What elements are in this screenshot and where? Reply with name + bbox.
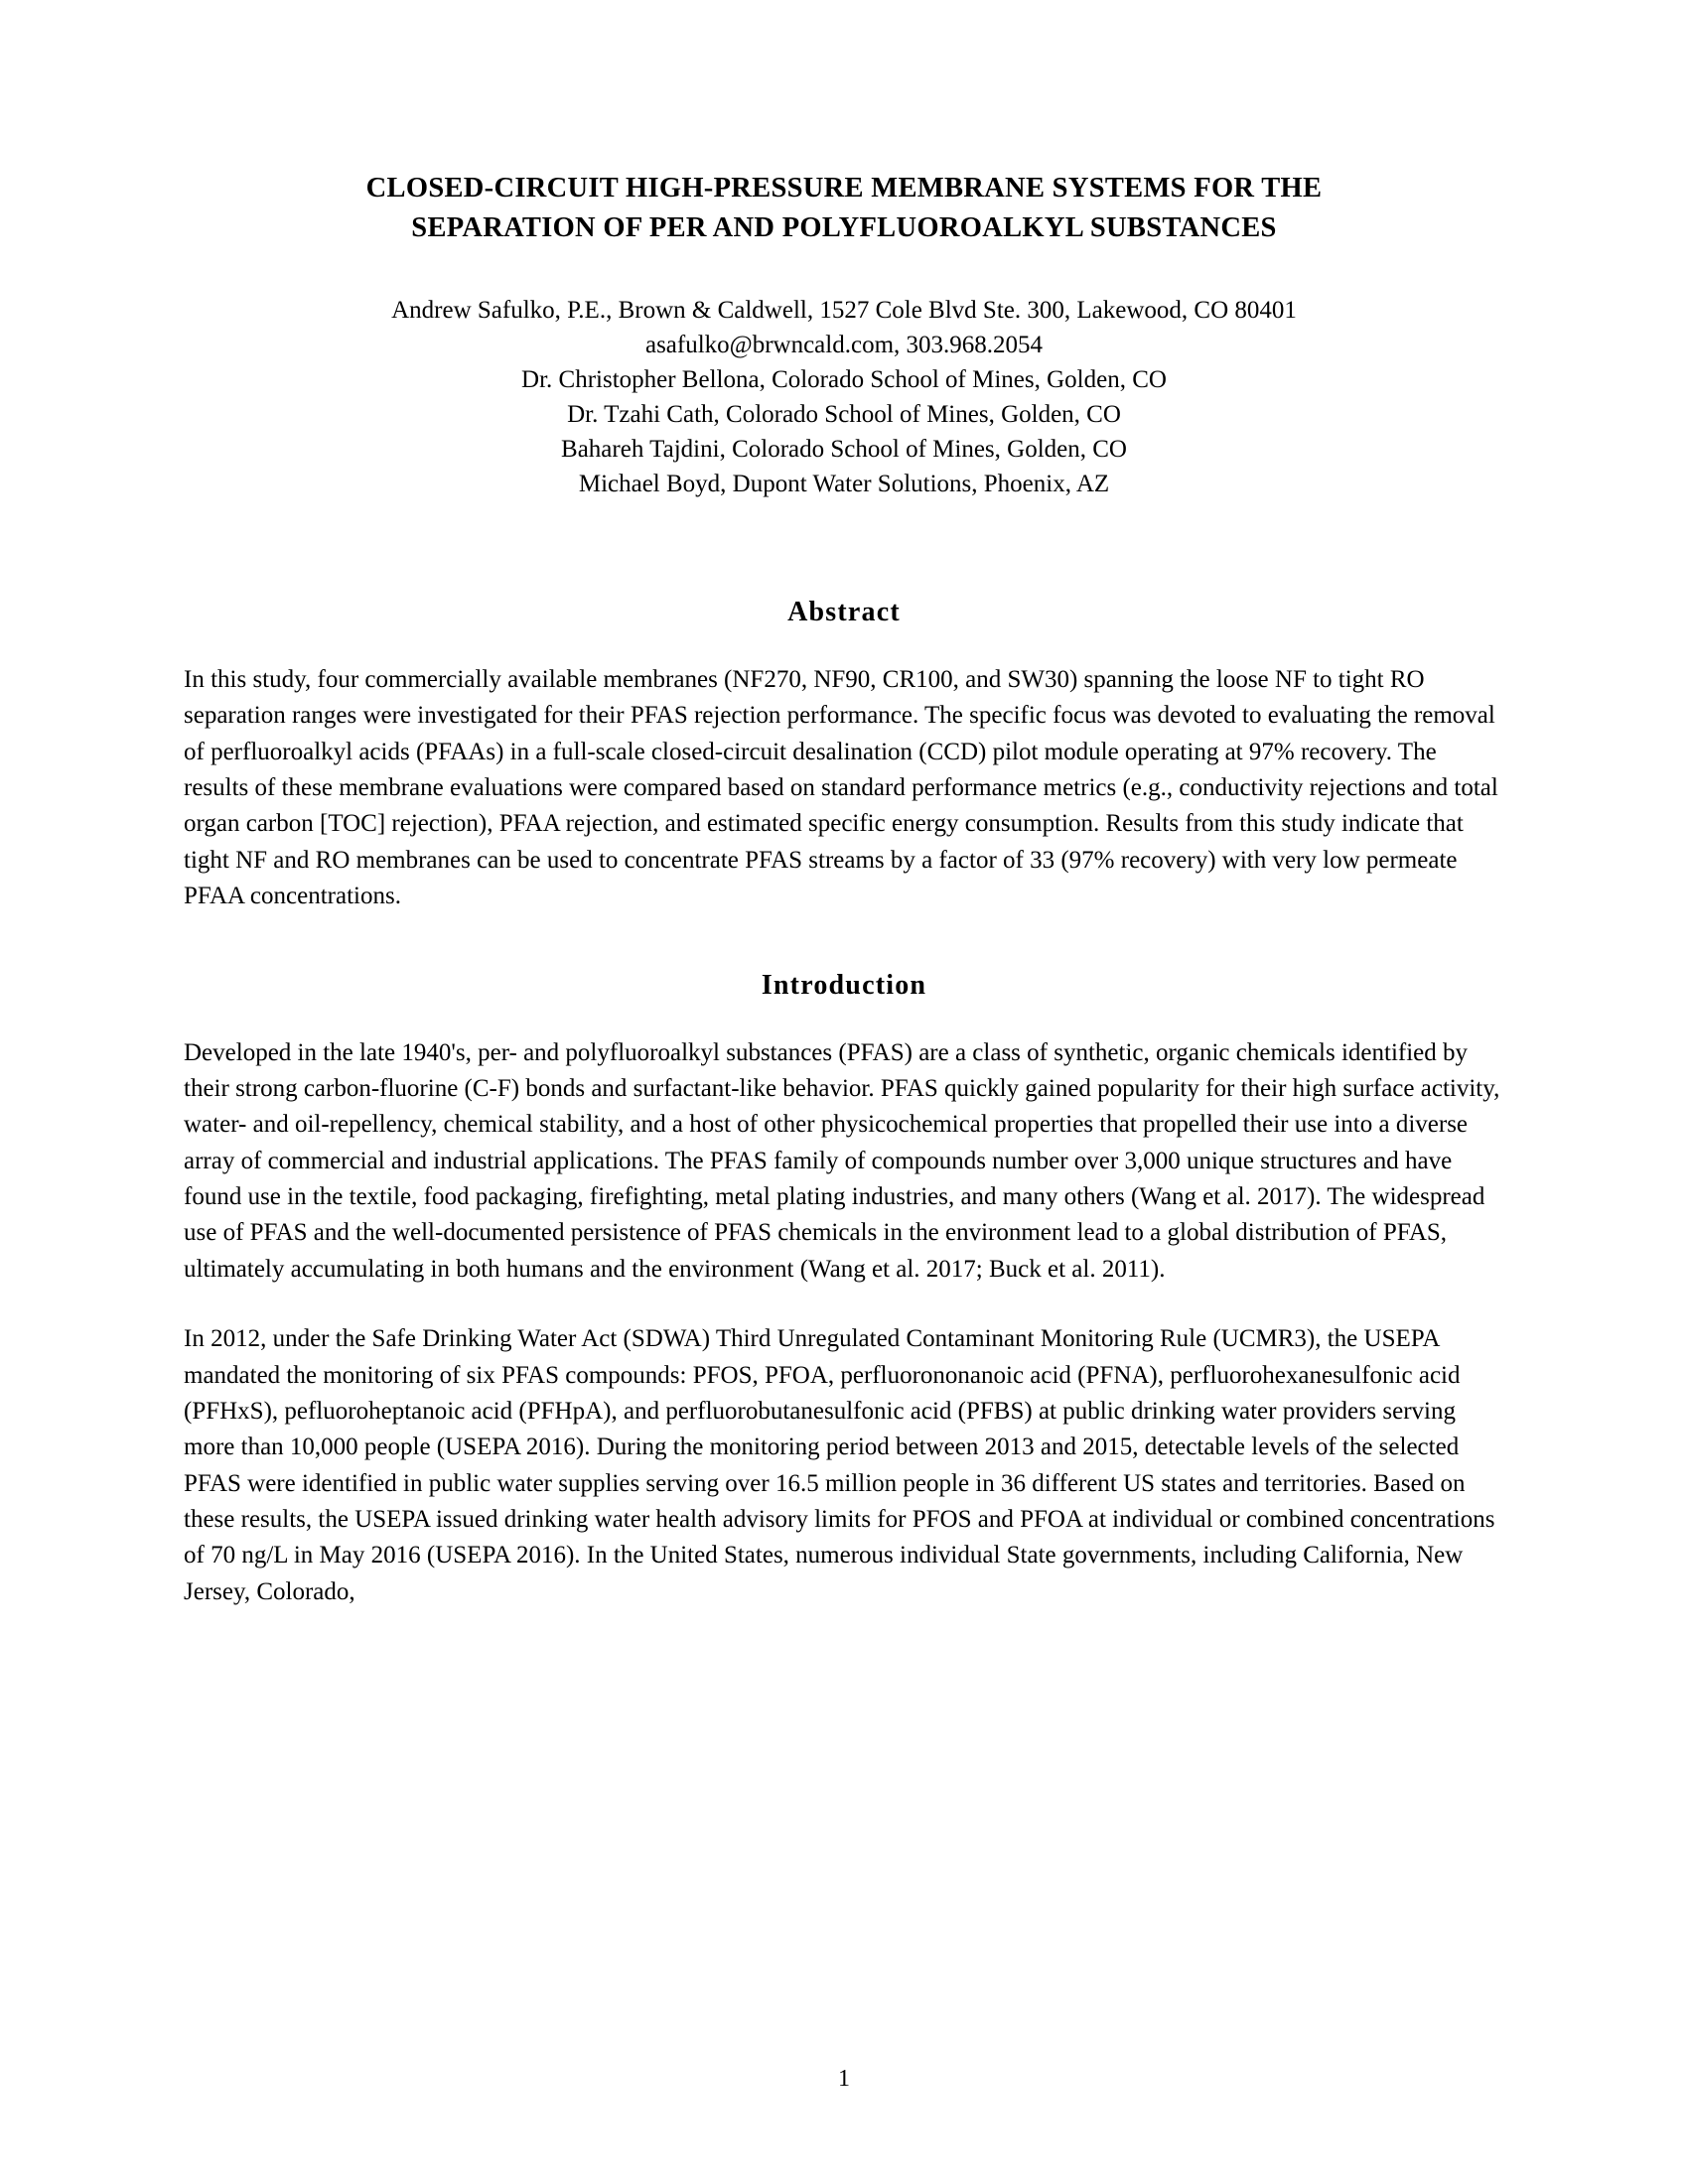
introduction-paragraph-2: In 2012, under the Safe Drinking Water Act (SDWA) Third Unregulated Contaminant Monitoring Rule (UCMR3), the USEPA mandated the monitoring of six PFAS compounds: PFOS, PFOA, perfluorononanoic acid (PFNA), perfluorohexanesulfonic acid (PFHxS), pefluoroheptanoic acid (PFHpA), and perfluorobutanesulfonic acid (PFBS) at public drinking water providers serving more than 10,000 people (USEPA 2016). During the monitoring period between 2013 and 2015, detectable levels of the selected PFAS were identified in public water supplies serving over 16.5 million people in 36 different US states and territories. Based on these results, the USEPA issued drinking water health advisory limits for PFOS and PFOA at individual or combined concentrations of 70 ng/L in May 2016 (USEPA 2016). In the United States, numerous individual State governments, including California, New Jersey, Colorado, bbox=[184, 1325, 1495, 1605]
author-block bbox=[184, 293, 1504, 501]
page-number: 1 bbox=[838, 2066, 850, 2092]
author-line-2: Dr. Christopher Bellona, Colorado School of Mines, Golden, CO bbox=[521, 365, 1167, 393]
author-line-1: Andrew Safulko, P.E., Brown & Caldwell, 1527 Cole Blvd Ste. 300, Lakewood, CO 80401 bbox=[391, 296, 1297, 324]
author-line-5: Michael Boyd, Dupont Water Solutions, Phoenix, AZ bbox=[578, 470, 1110, 497]
author-contact-line: asafulko@brwncald.com, 303.968.2054 bbox=[644, 331, 1044, 358]
introduction-paragraph-1: Developed in the late 1940's, per- and polyfluoroalkyl substances (PFAS) are a class of synthetic, organic chemicals identified by their strong carbon-fluorine (C-F) bonds and surfactant-like behavior. PFAS quickly gained popularity for their high surface activity, water- and oil-repellency, chemical stability, and a host of other physicochemical properties that propelled their use into a diverse array of commercial and industrial applications. The PFAS family of compounds number over 3,000 unique structures and have found use in the textile, food packaging, firefighting, metal plating industries, and many others (Wang et al. 2017). The widespread use of PFAS and the well-documented persistence of PFAS chemicals in the environment lead to a global distribution of PFAS, ultimately accumulating in both humans and the environment (Wang et al. 2017; Buck et al. 2011). bbox=[184, 1038, 1500, 1283]
author-line-4: Bahareh Tajdini, Colorado School of Mines, Golden, CO bbox=[561, 435, 1127, 463]
page-title bbox=[206, 169, 1482, 249]
author-line-3: Dr. Tzahi Cath, Colorado School of Mines, Golden, CO bbox=[567, 400, 1121, 428]
abstract-heading: Abstract bbox=[787, 596, 901, 627]
title-line-2: SEPARATION OF PER AND POLYFLUOROALKYL SUBSTANCES bbox=[411, 212, 1277, 244]
abstract-paragraph: In this study, four commercially available membranes (NF270, NF90, CR100, and SW30) spanning the loose NF to tight RO separation ranges were investigated for their PFAS rejection performance. The specific focus was devoted to evaluating the removal of perfluoroalkyl acids (PFAAs) in a full-scale closed-circuit desalination (CCD) pilot module operating at 97% recovery. The results of these membrane evaluations were compared based on standard performance metrics (e.g., conductivity rejections and total organ carbon [TOC] rejection), PFAA rejection, and estimated specific energy consumption. Results from this study indicate that tight NF and RO membranes can be used to concentrate PFAS streams by a factor of 33 (97% recovery) with very low permeate PFAA concentrations. bbox=[184, 665, 1498, 910]
introduction-heading: Introduction bbox=[761, 969, 927, 1001]
title-line-1: CLOSED-CIRCUIT HIGH-PRESSURE MEMBRANE SYSTEMS FOR THE bbox=[365, 173, 1323, 204]
